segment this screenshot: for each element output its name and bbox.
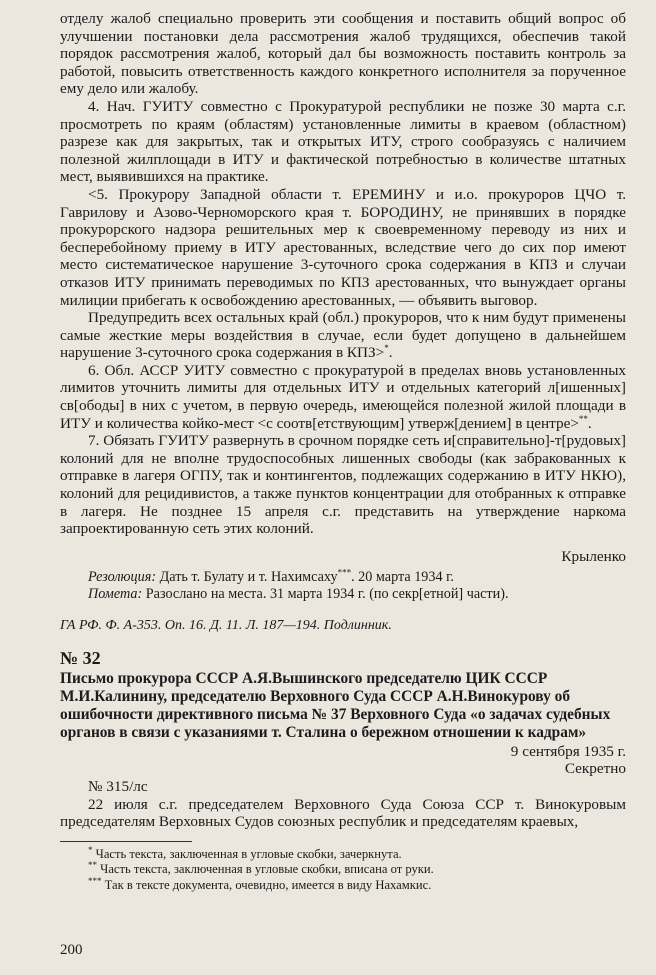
footnote-2-mark: ** (88, 860, 97, 871)
footnote-1-text: Часть текста, заключенная в угловые скобки, зачеркнута. (95, 846, 402, 861)
paragraph-item-6-text: 6. Обл. АССР УИТУ совместно с прокуратурой в пределах вновь установленных лимитов уточнить лимиты для отдельных ИТУ и отдельных категорий л[ишенных] св[ободы] в них с учетом, в первую очередь, имеющейся полезной жилой площади в ИТУ и количества койко-мест <с соотв[етствующим] утверж[дением] в центре> (60, 361, 626, 432)
document-number: № 32 (60, 647, 101, 668)
note-label: Помета: (88, 585, 143, 602)
paragraph-warning-text: Предупредить всех остальных край (обл.) прокуроров, что к ним будут применены самые жесткие меры воздействия в случае, если будет допущено в дальнейшем нарушение 3-суточного срока содержания в КПЗ> (60, 309, 626, 362)
footnote-mark-2: ** (578, 413, 588, 424)
footnote-3-text: Так в тексте документа, очевидно, имеется в виду Нахамкис. (104, 877, 432, 892)
note (60, 586, 626, 603)
paragraph-item-6: 6. Обл. АССР УИТУ совместно с прокуратурой в пределах вновь установленных лимитов уточнить лимиты для отдельных ИТУ и отдельных категорий л[ишенных] св[ободы] в них с учетом, в первую очередь, имеющейся полезной жилой площади в ИТУ и количества койко-мест <с соотв[етствующим] утверж[дением] в центре>**. (60, 361, 626, 432)
footnote-mark-1: * (384, 343, 389, 354)
document-heading: Письмо прокурора СССР А.Я.Вышинского председателю ЦИК СССР М.И.Калинину, председателю Верховного Суда СССР А.Н.Винокурову об ошибочности директивного письма № 37 Верховного Суда «о задачах судебных органов в связи с указаниями т. Сталина о бережном отношении к кадрам» (60, 669, 611, 741)
footnote-2-text: Часть текста, заключенная в угловые скобки, вписана от руки. (100, 862, 434, 877)
footnote-2 (60, 862, 626, 878)
footnote-3-mark: *** (88, 875, 102, 886)
note-text: Разослано на места. 31 марта 1934 г. (по секр[етной] части). (145, 585, 509, 602)
footnote-1 (60, 844, 626, 863)
footnote-mark-3: *** (337, 567, 352, 578)
signature: Крыленко (561, 547, 626, 565)
secrecy-label: Секретно (564, 760, 626, 778)
footnote-divider (60, 841, 192, 842)
resolution-date: . 20 марта 1934 г. (351, 568, 454, 585)
document-date: 9 сентября 1935 г. (510, 742, 626, 760)
registration-number: № 315/лс (88, 778, 148, 795)
footnote-3 (60, 875, 626, 894)
paragraph-complaints: отделу жалоб специально проверить эти сообщения и поставить общий вопрос об улучшении постановки дела рассмотрения жалоб трудящихся, обеспечив такой порядок рассмотрения жалоб, который дал бы возможность поставить контроль за работой, повысить ответственность каждого конкретного исполнителя за порученное ему дело или жалобу. (60, 10, 626, 98)
paragraph-item-5: <5. Прокурору Западной области т. ЕРЕМИНУ и и.о. прокуроров ЦЧО т. Гаврилову и Азово-Черноморского края т. БОРОДИНУ, не принявших в порядке прокурорского надзора решительных мер к своевременному переводу из них и бесперебойному приему в ИТУ арестованных, вследствие чего до сих пор имеют место систематическое нарушение 3-суточного срока содержания в КПЗ и случаи отказов ИТУ принимать переводимых по КПЗ арестованных, что вынуждает органы милиции прибегать к освобождению арестованных, — объявить выговор. (60, 185, 626, 309)
resolution (60, 569, 626, 586)
letter-body: 22 июля с.г. председателем Верховного Суда Союза ССР т. Винокуровым председателям Верховных Судов союзных республик и председателям краевых, (60, 795, 626, 831)
paragraph-item-7: 7. Обязать ГУИТУ развернуть в срочном порядке сеть и[справительно]-т[рудовых] колоний для не вполне трудоспособных лишенных свободы (как забракованных к отправке в лагеря ОГПУ, так и контингентов, подлежащих содержанию в ИТУ НКЮ), колоний для рецидивистов, а также пунктов концентрации для отобранных к отправке в лагеря. Не позднее 15 апреля с.г. представить на утверждение наркома запроектированную сеть этих колоний. (60, 432, 626, 538)
archive-reference: ГА РФ. Ф. А-353. Оп. 16. Д. 11. Л. 187—194. Подлинник. (60, 617, 392, 633)
footnote-1-mark: * (88, 844, 93, 855)
resolution-text: Дать т. Булату и т. Нахимсаху (159, 568, 338, 585)
page-number: 200 (60, 942, 83, 958)
resolution-label: Резолюция: (88, 568, 157, 585)
paragraph-warning: Предупредить всех остальных край (обл.) прокуроров, что к ним будут применены самые жесткие меры воздействия в случае, если будет допущено в дальнейшем нарушение 3-суточного срока содержания в КПЗ>*. (60, 309, 626, 362)
paragraph-item-4: 4. Нач. ГУИТУ совместно с Прокуратурой республики не позже 30 марта с.г. просмотреть по краям (областям) установленные лимиты в краевом (областном) разрезе как для закрытых, так и открытых ИТУ, строго сообразуясь с наличием полезной жилплощади в ИТУ и фактической потребностью в количестве штатных мест, выявившихся на практике. (60, 97, 626, 186)
